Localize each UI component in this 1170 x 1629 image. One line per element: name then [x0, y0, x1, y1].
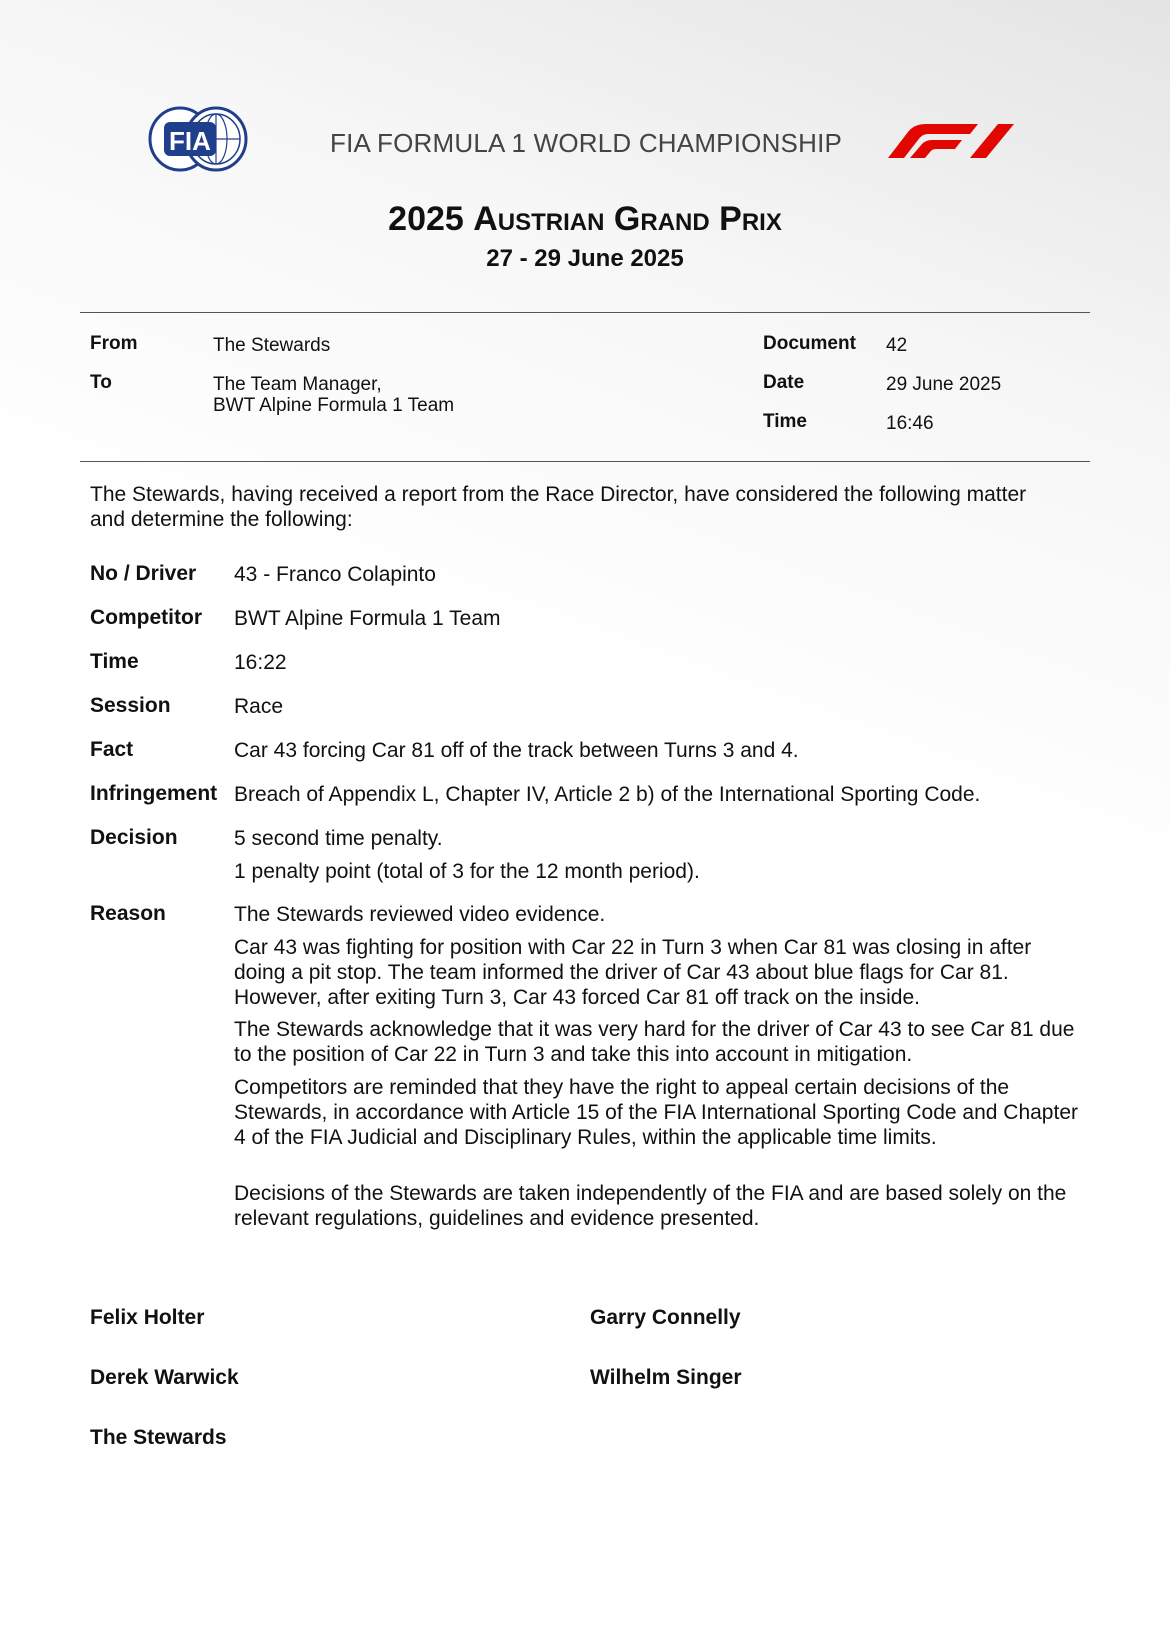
bottom-divider: [80, 461, 1090, 462]
signatory-4: Wilhelm Singer: [590, 1366, 742, 1389]
independence-paragraph: Decisions of the Stewards are taken independently of the FIA and are based solely on the relevant regulations, guidelines and evidence presented.: [234, 1182, 1067, 1230]
event-year: 2025: [388, 200, 464, 238]
time-value: 16:46: [886, 413, 934, 434]
decision-label: Decision: [90, 826, 178, 849]
fact-value: Car 43 forcing Car 81 off of the track between Turns 3 and 4.: [234, 739, 799, 762]
svg-text:FIA: FIA: [169, 126, 211, 156]
decision-line-1: 5 second time penalty.: [234, 827, 443, 850]
reason-paragraph-1: The Stewards reviewed video evidence.: [234, 903, 606, 926]
reason-label: Reason: [90, 902, 166, 925]
document-label: Document: [763, 333, 856, 354]
appeal-paragraph: Competitors are reminded that they have the right to appeal certain decisions of the Stewards, in accordance with Article 15 of the FIA International Sporting Code and Chapter 4 of the FIA Judicial and Disciplinary Rules, within the applicable time limits.: [234, 1076, 1078, 1149]
championship-title: FIA FORMULA 1 WORLD CHAMPIONSHIP: [330, 128, 843, 158]
time-label: Time: [763, 411, 808, 432]
to-value-line-2: BWT Alpine Formula 1 Team: [213, 395, 455, 416]
reason-paragraph-2: Car 43 was fighting for position with Car 22 in Turn 3 when Car 81 was closing in after doing a pit stop. The team informed the driver of Car 43 about blue flags for Car 81. However, after exiting Turn 3, Car 43 forced Car 81 off track on the inside.: [234, 936, 1032, 1009]
top-divider: [80, 312, 1090, 313]
offence-time-label: Time: [90, 650, 139, 673]
signatory-3: Derek Warwick: [90, 1366, 239, 1389]
reason-paragraph-3: The Stewards acknowledge that it was very hard for the driver of Car 43 to see Car 81 due to the position of Car 22 in Turn 3 and take this into account in mitigation.: [234, 1018, 1075, 1066]
infringement-value: Breach of Appendix L, Chapter IV, Article 2 b) of the International Sporting Code.: [234, 783, 981, 806]
session-value: Race: [234, 695, 284, 718]
competitor-value: BWT Alpine Formula 1 Team: [234, 607, 501, 630]
to-value: [213, 374, 454, 416]
event-name: Austrian Grand Prix: [473, 200, 782, 238]
driver-value: 43 - Franco Colapinto: [234, 563, 436, 586]
from-value: The Stewards: [213, 335, 331, 356]
event-dates: 27 - 29 June 2025: [486, 245, 684, 272]
infringement-label: Infringement: [90, 782, 218, 805]
driver-label: No / Driver: [90, 562, 197, 585]
competitor-label: Competitor: [90, 606, 202, 629]
signatory-2: Garry Connelly: [590, 1306, 741, 1329]
signatory-1: Felix Holter: [90, 1306, 205, 1329]
to-label: To: [90, 372, 112, 393]
f1-logo-icon: [878, 120, 1018, 160]
signature-footer: The Stewards: [90, 1426, 227, 1449]
from-label: From: [90, 333, 138, 354]
fia-logo-icon: [148, 104, 248, 174]
offence-time-value: 16:22: [234, 651, 287, 674]
date-value: 29 June 2025: [886, 374, 1002, 395]
fact-label: Fact: [90, 738, 134, 761]
to-value-line-1: The Team Manager,: [213, 374, 382, 395]
intro-paragraph: The Stewards, having received a report from the Race Director, have considered the following matter and determine the following:: [90, 483, 1027, 531]
session-label: Session: [90, 694, 171, 717]
document-value: 42: [886, 335, 908, 356]
date-label: Date: [763, 372, 805, 393]
event-title: [0, 200, 1170, 239]
decision-line-2: 1 penalty point (total of 3 for the 12 month period).: [234, 860, 700, 883]
